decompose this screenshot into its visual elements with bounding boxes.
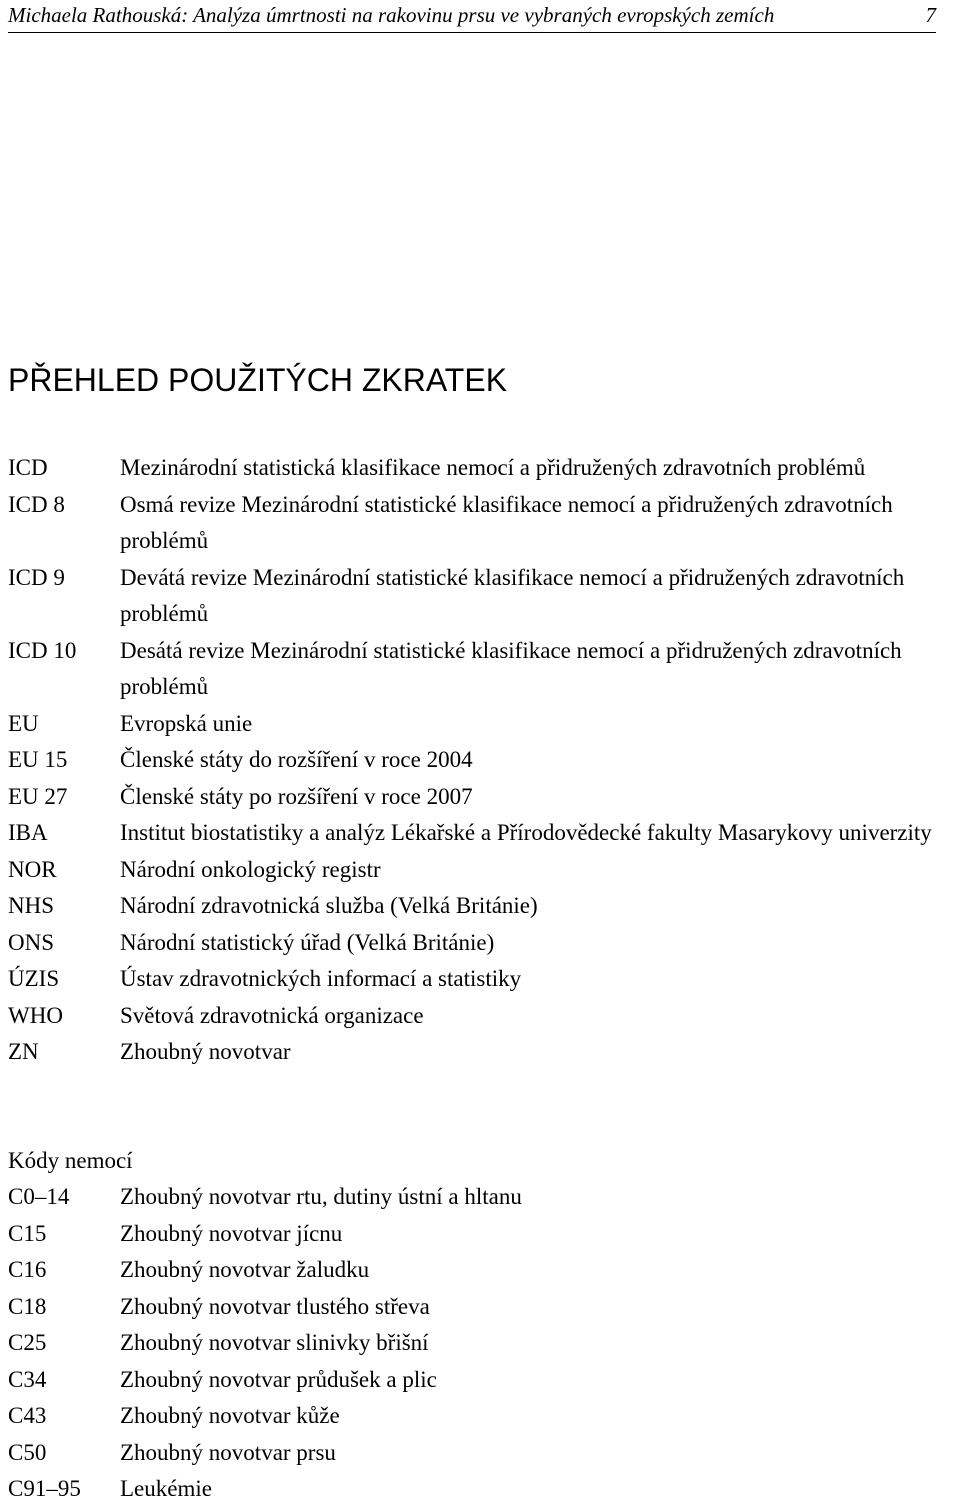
abbr-code: IBA bbox=[8, 820, 48, 845]
list-item bbox=[8, 560, 958, 633]
list-item bbox=[8, 633, 958, 706]
disease-desc: Zhoubný novotvar prsu bbox=[120, 1439, 336, 1465]
list-item bbox=[8, 1289, 958, 1326]
section-title: PŘEHLED POUŽITÝCH ZKRATEK bbox=[8, 362, 508, 398]
disease-code: C18 bbox=[8, 1293, 47, 1319]
page-number: 7 bbox=[925, 3, 936, 27]
disease-desc: Zhoubný novotvar rtu, dutiny ústní a hltanu bbox=[120, 1184, 522, 1209]
abbr-code: ONS bbox=[8, 929, 55, 955]
abbr-desc: Národní onkologický registr bbox=[120, 856, 381, 882]
disease-code: C34 bbox=[8, 1366, 47, 1392]
abbr-desc: Světová zdravotnická organizace bbox=[120, 1002, 424, 1028]
disease-code: C15 bbox=[8, 1220, 47, 1246]
disease-code-list bbox=[8, 1179, 958, 1508]
abbr-desc: Devátá revize Mezinárodní statistické klasifikace nemocí a přidružených zdravotních problémů bbox=[120, 564, 905, 626]
abbr-code: WHO bbox=[8, 1002, 63, 1028]
disease-code: C91–95 bbox=[8, 1476, 81, 1501]
abbr-code: NHS bbox=[8, 893, 55, 918]
disease-code: C43 bbox=[8, 1403, 47, 1428]
list-item bbox=[8, 1471, 958, 1508]
abbr-code: ZN bbox=[8, 1039, 39, 1064]
disease-desc: Zhoubný novotvar slinivky břišní bbox=[120, 1330, 429, 1355]
abbr-code: EU bbox=[8, 710, 39, 736]
list-item bbox=[8, 1179, 958, 1216]
list-item bbox=[8, 1325, 958, 1362]
list-item bbox=[8, 998, 958, 1035]
page-header bbox=[8, 2, 936, 33]
abbr-desc: Národní statistický úřad (Velká Británie) bbox=[120, 929, 495, 955]
abbr-desc: Ústav zdravotnických informací a statistiky bbox=[120, 966, 522, 991]
disease-desc: Zhoubný novotvar průdušek a plic bbox=[120, 1366, 437, 1392]
abbr-code: ICD bbox=[8, 455, 48, 480]
abbr-desc: Členské státy po rozšíření v roce 2007 bbox=[120, 783, 473, 809]
disease-code: C0–14 bbox=[8, 1184, 70, 1209]
list-item bbox=[8, 1362, 958, 1399]
list-item bbox=[8, 1216, 958, 1253]
abbr-desc: Zhoubný novotvar bbox=[120, 1039, 291, 1064]
abbr-desc: Evropská unie bbox=[120, 710, 253, 736]
list-item bbox=[8, 961, 958, 998]
disease-code: C25 bbox=[8, 1330, 47, 1355]
abbr-desc: Národní zdravotnická služba (Velká Británie) bbox=[120, 893, 538, 918]
abbr-desc: Institut biostatistiky a analýz Lékařské a Přírodovědecké fakulty Masarykovy univerzity bbox=[120, 820, 932, 845]
abbr-code: ICD 10 bbox=[8, 637, 77, 663]
disease-desc: Leukémie bbox=[120, 1476, 212, 1501]
list-item bbox=[8, 487, 958, 560]
abbreviation-list bbox=[8, 450, 958, 1071]
list-item bbox=[8, 815, 958, 852]
disease-code: C16 bbox=[8, 1257, 47, 1282]
abbr-code: ICD 8 bbox=[8, 491, 65, 517]
abbr-desc: Mezinárodní statistická klasifikace nemocí a přidružených zdravotních problémů bbox=[120, 455, 866, 480]
abbr-desc: Desátá revize Mezinárodní statistické klasifikace nemocí a přidružených zdravotních problémů bbox=[120, 637, 902, 699]
list-item bbox=[8, 888, 958, 925]
running-title: Michaela Rathouská: Analýza úmrtnosti na rakovinu prsu ve vybraných evropských zemích bbox=[8, 3, 775, 27]
abbr-code: EU 15 bbox=[8, 747, 68, 772]
list-item bbox=[8, 1034, 958, 1071]
disease-desc: Zhoubný novotvar kůže bbox=[120, 1403, 340, 1428]
abbr-code: ICD 9 bbox=[8, 564, 65, 590]
disease-code: C50 bbox=[8, 1439, 47, 1465]
disease-desc: Zhoubný novotvar žaludku bbox=[120, 1257, 370, 1282]
list-item bbox=[8, 450, 958, 487]
abbr-desc: Osmá revize Mezinárodní statistické klasifikace nemocí a přidružených zdravotních problémů bbox=[120, 491, 893, 553]
abbr-code: EU 27 bbox=[8, 783, 68, 809]
abbr-code: ÚZIS bbox=[8, 966, 60, 991]
list-item bbox=[8, 779, 958, 816]
disease-codes-heading: Kódy nemocí bbox=[8, 1148, 133, 1173]
list-item bbox=[8, 1435, 958, 1472]
list-item bbox=[8, 852, 958, 889]
disease-desc: Zhoubný novotvar jícnu bbox=[120, 1220, 343, 1246]
abbr-desc: Členské státy do rozšíření v roce 2004 bbox=[120, 747, 473, 772]
list-item bbox=[8, 706, 958, 743]
list-item bbox=[8, 742, 958, 779]
abbr-code: NOR bbox=[8, 856, 57, 882]
list-item bbox=[8, 1252, 958, 1289]
list-item bbox=[8, 1398, 958, 1435]
disease-desc: Zhoubný novotvar tlustého střeva bbox=[120, 1293, 430, 1319]
list-item bbox=[8, 925, 958, 962]
